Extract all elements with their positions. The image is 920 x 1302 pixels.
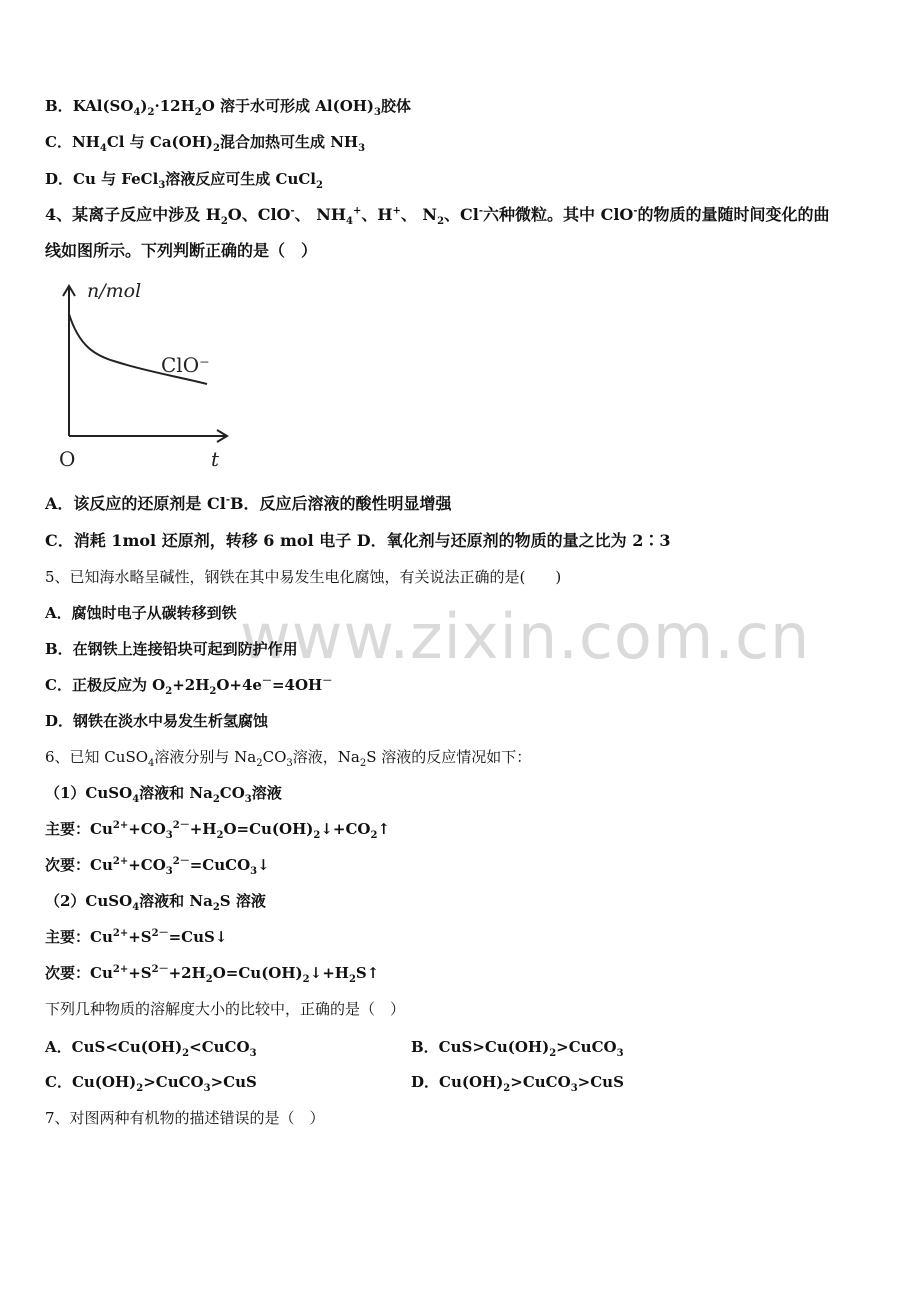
origin-label: O [59,447,76,471]
watermark: www.zixin.com.cn [240,600,811,673]
q5-option-d: D．钢铁在淡水中易发生析氢腐蚀 [45,712,269,730]
q7-stem: 7、对图两种有机物的描述错误的是（ ） [45,1109,325,1127]
q6-part1-main: 主要：$Cu^{2+}+CO_3^{2-}+H_2O=Cu(OH)_2↓+CO_2↑$ [45,820,391,841]
q6-option-d: D．$Cu(OH)_2>CuCO_3>CuS$ [411,1073,624,1094]
x-axis-label: t [211,447,220,471]
q6-options-ab [45,1036,624,1059]
q4-options-ab: A．该反应的还原剂是 Cl-B．反应后溶液的酸性明显增强 [45,494,452,513]
q5-option-a: A．腐蚀时电子从碳转移到铁 [45,604,237,622]
q6-option-b: B．$CuS>Cu(OH)_2>CuCO_3$ [411,1038,624,1059]
q6-part2-main: 主要：$Cu^{2+}+S^{2-}=CuS↓$ [45,928,228,946]
q3-option-c: C．$NH_4Cl$ 与 $Ca(OH)_2$混合加热可生成 $NH_3$ [45,133,366,154]
q6-option-a: A．$CuS<Cu(OH)_2<CuCO_3$ [45,1038,257,1059]
q6-part2-title: （2）CuSO$_4$溶液和 $Na_2S$ 溶液 [45,892,266,913]
q6-question: 下列几种物质的溶解度大小的比较中，正确的是（ ） [45,1000,406,1018]
q6-part2-secondary: 次要：$Cu^{2+}+S^{2-}+2H_2O=Cu(OH)_2↓+H_2S↑$ [45,964,380,985]
q5-stem: 5、已知海水略呈碱性，钢铁在其中易发生电化腐蚀，有关说法正确的是( ) [45,568,562,586]
y-axis-label: n/mol [87,280,142,302]
q6-part1-title: （1）CuSO$_4$溶液和 $Na_2CO_3$溶液 [45,784,282,805]
q5-option-c: C．正极反应为 $O_2+2H_2O+4e^-=4OH^-$ [45,676,333,697]
q6-options-cd [45,1071,624,1094]
q6-stem: 6、已知 CuSO$_4$溶液分别与 $Na_2CO_3$溶液，$Na_2S$ 溶液的反应情况如下： [45,748,532,769]
q6-option-c: C．$Cu(OH)_2>CuCO_3>CuS$ [45,1073,257,1094]
q4-stem-line1: 4、某离子反应中涉及 $H_2O$、ClO-、 $NH_4^+$、H+、 $N_2$、Cl-六种微粒。其中 ClO-的物质的量随时间变化的曲 [45,205,830,228]
clo-graph [55,278,245,473]
q3-option-d: D．Cu 与 FeCl$_3$溶液反应可生成 CuCl$_2$ [45,170,323,191]
q4-stem-line2: 线如图所示。下列判断正确的是（ ） [45,241,318,260]
q5-option-b: B．在钢铁上连接铅块可起到防护作用 [45,640,298,658]
q6-part1-secondary: 次要：$Cu^{2+}+CO_3^{2-}=CuCO_3↓$ [45,856,270,877]
q3-option-b: B．$KAl(SO_4)_2\cdot 12H_2O$ 溶于水可形成 $Al(OH)_3$胶体 [45,97,412,118]
curve-label: ClO⁻ [161,353,210,377]
q4-options-cd: C．消耗 1mol 还原剂，转移 6 mol 电子 D．氧化剂与还原剂的物质的量之比为 2∶3 [45,531,671,550]
